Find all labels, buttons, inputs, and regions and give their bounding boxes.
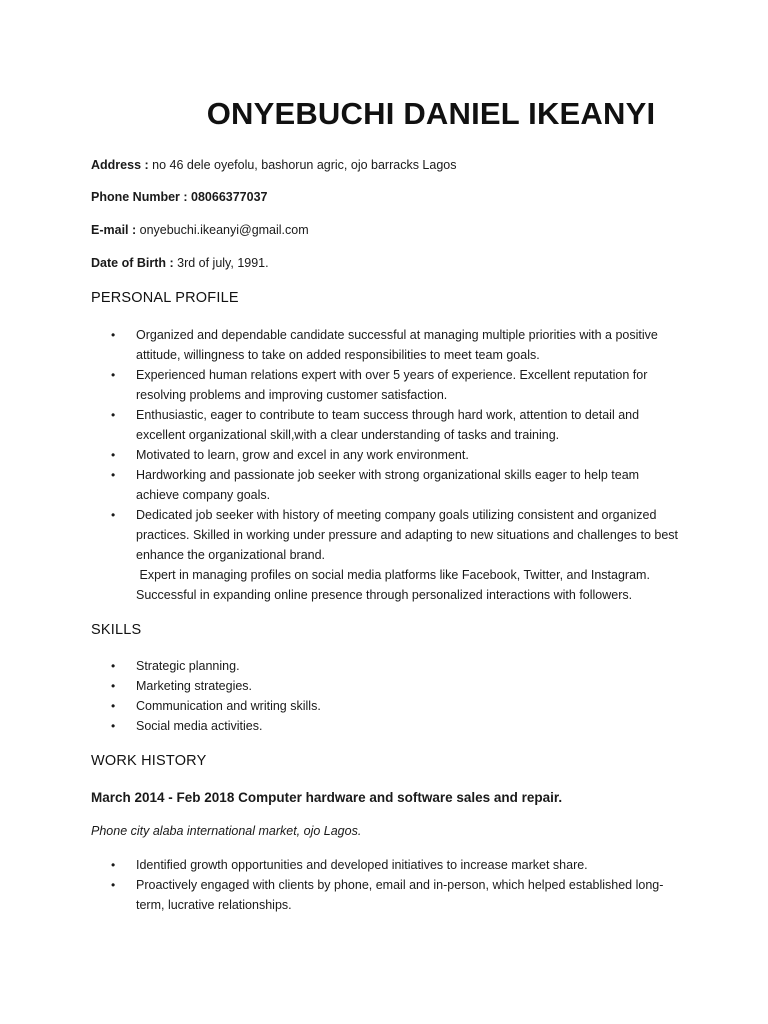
bullet-icon: • xyxy=(111,328,116,342)
list-item xyxy=(91,505,681,565)
email-value: onyebuchi.ikeanyi@gmail.com xyxy=(136,223,309,237)
skill-item-text: Strategic planning. xyxy=(136,659,240,673)
profile-list xyxy=(91,325,681,565)
list-item xyxy=(91,676,681,696)
skill-item-text: Social media activities. xyxy=(136,719,263,733)
dob-line xyxy=(91,256,269,270)
address-line xyxy=(91,158,457,172)
bullet-icon: • xyxy=(111,858,116,872)
phone-label: Phone Number : 08066377037 xyxy=(91,190,268,204)
list-item xyxy=(91,445,681,465)
bullet-icon: • xyxy=(111,508,116,522)
duty-item-text: Proactively engaged with clients by phone, email and in-person, which helped established long-term, lucrative relationships. xyxy=(136,878,664,912)
profile-extra-text: Expert in managing profiles on social media platforms like Facebook, Twitter, and Instagram. Successful in expanding online presence through personalized interactions with followers. xyxy=(136,568,650,602)
list-item xyxy=(91,465,681,505)
bullet-icon: • xyxy=(111,699,116,713)
dob-value: 3rd of july, 1991. xyxy=(173,256,269,270)
list-item xyxy=(91,696,681,716)
list-item xyxy=(91,855,681,875)
job-title: March 2014 - Feb 2018 Computer hardware and software sales and repair. xyxy=(91,790,563,805)
phone-line xyxy=(91,190,267,204)
bullet-icon: • xyxy=(111,679,116,693)
profile-item-text: Enthusiastic, eager to contribute to team success through hard work, attention to detail and excellent organizational skill,with a clear understanding of tasks and training. xyxy=(136,408,640,442)
bullet-icon: • xyxy=(111,878,116,892)
bullet-icon: • xyxy=(111,468,116,482)
work-history-heading: WORK HISTORY xyxy=(91,753,207,769)
list-item xyxy=(91,716,681,736)
profile-extra-paragraph xyxy=(136,565,696,605)
profile-item-text: Experienced human relations expert with over 5 years of experience. Excellent reputation for resolving problems and improving customer satisfaction. xyxy=(136,368,648,402)
bullet-icon: • xyxy=(111,368,116,382)
personal-profile-heading: PERSONAL PROFILE xyxy=(91,290,239,306)
profile-item-text: Hardworking and passionate job seeker with strong organizational skills eager to help team achieve company goals. xyxy=(136,468,640,502)
profile-item-text: Dedicated job seeker with history of meeting company goals utilizing consistent and organized practices. Skilled in working under pressure and adapting to new situations and challenges to best enhance the organizational brand. xyxy=(136,508,678,562)
job-place: Phone city alaba international market, ojo Lagos. xyxy=(91,824,362,838)
skill-item-text: Marketing strategies. xyxy=(136,679,253,693)
profile-item-text: Motivated to learn, grow and excel in any work environment. xyxy=(136,448,469,462)
dob-label: Date of Birth : xyxy=(91,256,174,270)
skills-heading: SKILLS xyxy=(91,622,142,638)
profile-item-text: Organized and dependable candidate successful at managing multiple priorities with a positive attitude, willingness to take on added responsibilities to meet team goals. xyxy=(136,328,658,362)
address-label: Address : xyxy=(91,158,149,172)
email-line xyxy=(91,223,309,237)
email-label: E-mail : xyxy=(91,223,137,237)
bullet-icon: • xyxy=(111,408,116,422)
bullet-icon: • xyxy=(111,448,116,462)
address-value: no 46 dele oyefolu, bashorun agric, ojo barracks Lagos xyxy=(148,158,457,172)
list-item xyxy=(91,875,681,915)
list-item xyxy=(91,656,681,676)
bullet-icon: • xyxy=(111,659,116,673)
skills-list xyxy=(91,656,681,736)
skill-item-text: Communication and writing skills. xyxy=(136,699,321,713)
duty-item-text: Identified growth opportunities and developed initiatives to increase market share. xyxy=(136,858,588,872)
list-item xyxy=(91,365,681,405)
job-duties-list xyxy=(91,855,681,915)
list-item xyxy=(91,325,681,365)
list-item xyxy=(91,405,681,445)
candidate-name: ONYEBUCHI DANIEL IKEANYI xyxy=(206,96,656,131)
bullet-icon: • xyxy=(111,719,116,733)
